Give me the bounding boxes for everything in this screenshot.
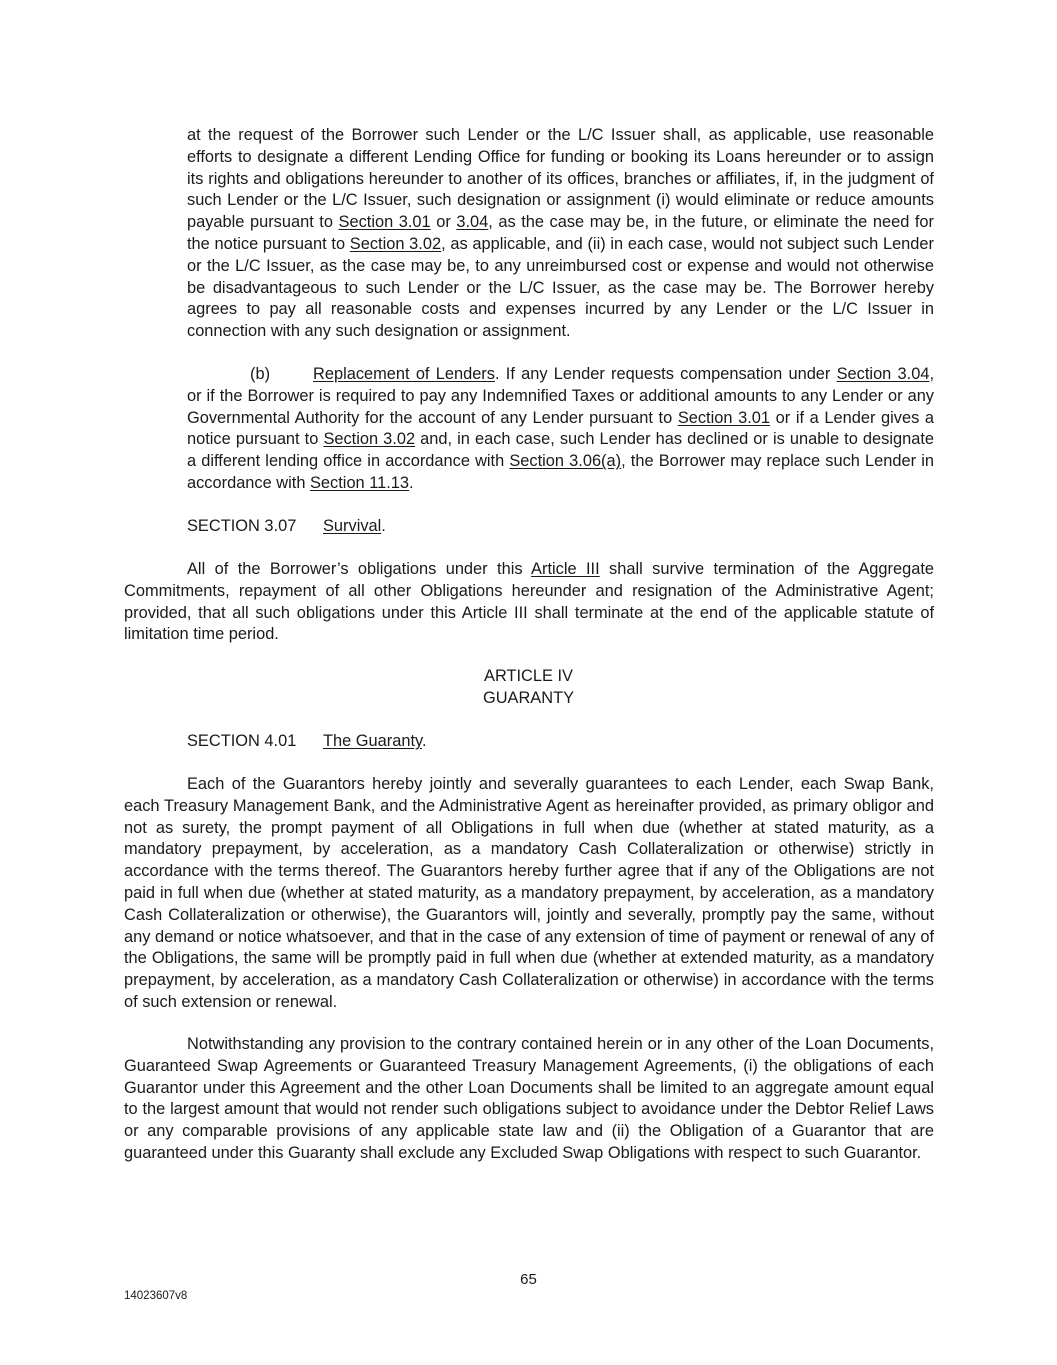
- subsection-heading: Replacement of Lenders: [313, 365, 495, 383]
- paragraph-replacement-of-lenders: [187, 364, 934, 495]
- cross-reference-section-3-02: Section 3.02: [323, 430, 416, 449]
- paragraph-designation-of-lending-office: [187, 125, 934, 343]
- paragraph-text: .: [409, 473, 414, 492]
- cross-reference-section-3-01: Section 3.01: [677, 408, 771, 427]
- paragraph-text: All of the Borrower’s obligations under this: [187, 560, 532, 578]
- paragraph-text: , the Borrower may replace such Lender in accordance with: [187, 452, 934, 492]
- cross-reference-section-3-04: Section 3.04: [836, 365, 930, 383]
- paragraph-text: . If any Lender requests compensation under: [494, 365, 837, 383]
- paragraph-text: and, in each case, such Lender has declined or is unable to designate a different lending office in accordance with: [187, 430, 935, 471]
- paragraph-text: , or if the Borrower is required to pay any Indemnified Taxes or additional amounts to any Lender or any Governmental Authority for the account of any Lender pursuant to: [187, 365, 934, 427]
- subsection-label: (b): [250, 365, 271, 383]
- cross-reference-section-11-13: Section 11.13: [310, 473, 410, 492]
- cross-reference-section-3-06a: Section 3.06(a): [509, 452, 622, 471]
- section-title-period: .: [422, 732, 427, 750]
- article-number: ARTICLE IV: [484, 667, 573, 685]
- section-title: Survival: [323, 517, 382, 535]
- paragraph-text: or if a Lender gives a notice pursuant to: [187, 408, 935, 449]
- paragraph-text: , as applicable, and (ii) in each case, would not subject such Lender or the L/C Issuer, as the case may be, to any unreimbursed cost or expense and would not otherwise be disadvantageous to such Lender or the L/C Issuer, as the case may be. The Borrower hereby agrees to pay all reasonable costs and expenses incurred by any Lender or the L/C Issuer in connection with any such designation or assignment.: [187, 234, 934, 341]
- section-title-period: .: [381, 517, 386, 535]
- section-number: SECTION 3.07: [187, 517, 297, 535]
- paragraph-text: , as the case may be, in the future, or eliminate the need for the notice pursuant to: [187, 213, 934, 253]
- cross-reference-article-iii: Article III: [531, 560, 600, 578]
- article-title: GUARANTY: [482, 689, 575, 707]
- cross-reference-section-3-02: Section 3.02: [349, 234, 442, 253]
- paragraph-text: shall survive termination of the Aggregate Commitments, repayment of all other Obligations hereunder and resignation of the Administrative Agent; provided, that all such obligations under this Article III shall terminate at the end of the applicable statute of limitation time period.: [124, 560, 934, 644]
- paragraph-text: or: [430, 213, 457, 232]
- paragraph-notwithstanding: Notwithstanding any provision to the contrary contained herein or in any other of the Loan Documents, Guaranteed Swap Agreements or Guaranteed Treasury Management Agreements, (i) the obligations of each Guarantor under this Agreement and the other Loan Documents shall be limited to an aggregate amount equal to the largest amount that would not render such obligations subject to avoidance under the Debtor Relief Laws or any comparable provisions of any applicable state law and (ii) the Obligation of a Guarantor that are guaranteed under this Guaranty shall exclude any Excluded Swap Obligations with respect to such Guarantor.: [124, 1035, 934, 1162]
- cross-reference-3-04: 3.04: [456, 213, 489, 232]
- section-title: The Guaranty: [323, 732, 422, 750]
- paragraph-survival: [124, 559, 934, 646]
- section-heading-3-07: [187, 516, 934, 538]
- section-number: SECTION 4.01: [187, 732, 297, 750]
- document-id: 14023607v8: [124, 1290, 188, 1302]
- paragraph-text: at the request of the Borrower such Lender or the L/C Issuer shall, as applicable, use reasonable efforts to designate a different Lending Office for funding or booking its Loans hereunder or to assign its rights and obligations hereunder to another of its offices, branches or affiliates, if, in the judgment of such Lender or the L/C Issuer, such designation or assignment (i) would eliminate or reduce amounts payable pursuant to: [187, 126, 934, 232]
- page-number: 65: [520, 1271, 537, 1288]
- section-heading-4-01: [187, 731, 934, 753]
- cross-reference-section-3-01: Section 3.01: [338, 213, 431, 232]
- paragraph-guaranty: Each of the Guarantors hereby jointly and severally guarantees to each Lender, each Swap Bank, each Treasury Management Bank, and the Administrative Agent as hereinafter provided, as primary obligor and not as surety, the prompt payment of all Obligations in full when due (whether at stated maturity, as a mandatory prepayment, by acceleration, as a mandatory Cash Collateralization or otherwise) strictly in accordance with the terms thereof. The Guarantors hereby further agree that if any of the Obligations are not paid in full when due (whether at stated maturity, as a mandatory prepayment, by acceleration, as a mandatory Cash Collateralization or otherwise), the Guarantors will, jointly and severally, promptly pay the same, without any demand or notice whatsoever, and that in the case of any extension of time of payment or renewal of any of the Obligations, the same will be promptly paid in full when due (whether at extended maturity, as a mandatory prepayment, by acceleration, as a mandatory Cash Collateralization or otherwise) in accordance with the terms of such extension or renewal.: [124, 775, 934, 1011]
